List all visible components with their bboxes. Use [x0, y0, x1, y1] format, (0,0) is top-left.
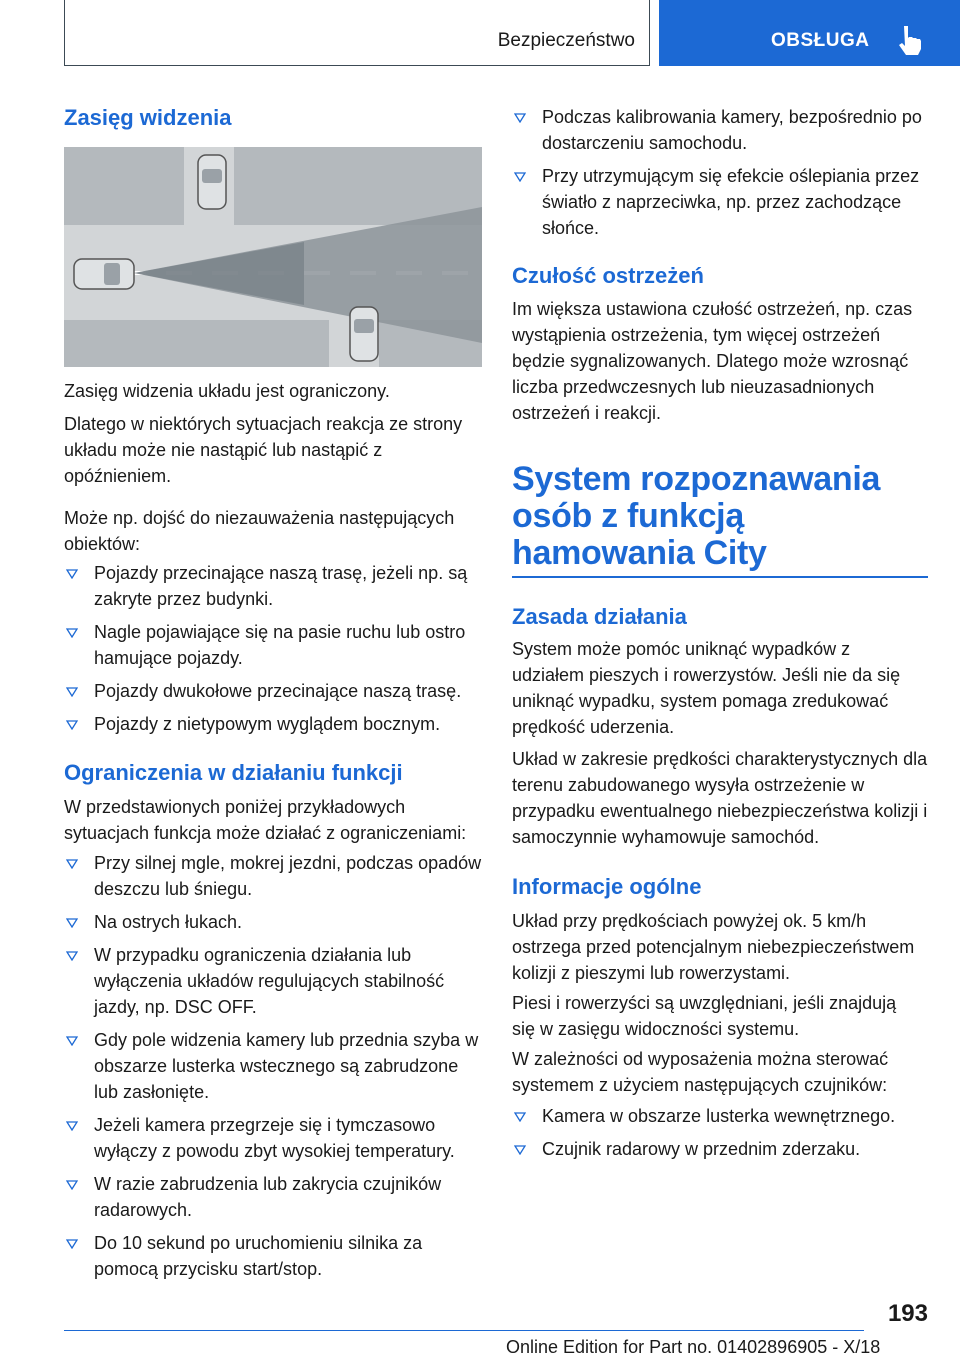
- list-item-text: Czujnik radarowy w przednim zderzaku.: [542, 1139, 861, 1159]
- list-item-text: Przy utrzymującym się efekcie oślepiania przez światło z naprzeciwka, np. przez zachodzące słońce.: [542, 166, 920, 238]
- list-item-text: W przypadku ograniczenia działania lub wyłączenia układów regulujących stabilność jazdy, np. DSC OFF.: [94, 945, 445, 1017]
- bullet-triangle-icon: [514, 1112, 526, 1122]
- heading-czulosc: Czułość ostrzeżeń: [512, 263, 704, 288]
- list-limitations-cont: [512, 104, 930, 241]
- section-title-city-brake: System rozpoznawania osób z funkcją hamowania City: [512, 460, 881, 572]
- list-item-text: Przy silnej mgle, mokrej jezdni, podczas opadów deszczu lub śniegu.: [94, 853, 482, 899]
- bullet-triangle-icon: [66, 1180, 78, 1190]
- paragraph-1: Dlatego w niektórych sytuacjach reakcja ze strony układu może nie nastąpić lub nastąpić z opóźnieniem.: [64, 414, 463, 486]
- heading-ograniczenia: Ograniczenia w działaniu funkcji: [64, 760, 403, 785]
- header-section-box: [64, 0, 650, 66]
- list-item: [64, 1171, 482, 1223]
- list-limitations-conditions: [64, 850, 482, 1282]
- field-of-view-illustration: [64, 147, 482, 367]
- paragraph-2: Może np. dojść do niezauważenia następujących obiektów:: [64, 508, 455, 554]
- bullet-triangle-icon: [66, 859, 78, 869]
- footer-edition: Online Edition for Part no. 01402896905 - X/18: [506, 1337, 881, 1357]
- list-item: [512, 1136, 930, 1162]
- list-item: [64, 1230, 482, 1282]
- list-item: [64, 942, 482, 1020]
- footer-divider: [64, 1330, 864, 1331]
- bullet-triangle-icon: [514, 172, 526, 182]
- bullet-triangle-icon: [66, 1121, 78, 1131]
- list-item-text: W razie zabrudzenia lub zakrycia czujników radarowych.: [94, 1174, 442, 1220]
- bullet-triangle-icon: [66, 569, 78, 579]
- header-tab-obsluga[interactable]: [659, 0, 960, 66]
- list-item-text: Do 10 sekund po uruchomieniu silnika za pomocą przycisku start/stop.: [94, 1233, 423, 1279]
- caption-text: Zasięg widzenia układu jest ograniczony.: [64, 381, 390, 401]
- paragraph-3: W przedstawionych poniżej przykładowych sytuacjach funkcja może działać z ograniczeniami:: [64, 797, 467, 843]
- bullet-triangle-icon: [66, 918, 78, 928]
- list-item: [64, 711, 482, 737]
- paragraph-7: Układ przy prędkościach powyżej ok. 5 km/h ostrzega przed potencjalnym niebezpieczeństwem kolizji z pieszymi lub rowerzystami.: [512, 911, 915, 983]
- list-item-text: Pojazdy dwukołowe przecinające naszą trasę.: [94, 681, 462, 701]
- list-item-text: Na ostrych łukach.: [94, 912, 243, 932]
- bullet-triangle-icon: [66, 951, 78, 961]
- list-item-text: Nagle pojawiające się na pasie ruchu lub ostro hamujące pojazdy.: [94, 622, 466, 668]
- bullet-triangle-icon: [66, 720, 78, 730]
- list-item: [64, 909, 482, 935]
- list-item: [64, 850, 482, 902]
- paragraph-4: Im większa ustawiona czułość ostrzeżeń, np. czas wystąpienia ostrzeżenia, tym więcej ostrzeżeń będzie sygnalizowanych. Dlatego może wzrosnąć liczba przedwczesnych lub nieuzasadnionych ostrzeżeń i reakcji.: [512, 299, 913, 423]
- list-item-text: Pojazdy z nietypowym wyglądem bocznym.: [94, 714, 441, 734]
- bullet-triangle-icon: [514, 113, 526, 123]
- paragraph-9: W zależności od wyposażenia można sterować systemem z użyciem następujących czujników:: [512, 1049, 889, 1095]
- paragraph-6: Układ w zakresie prędkości charakterystycznych dla terenu zabudowanego wysyła ostrzeżenie w przypadku ewentualnego niebezpieczeństwa kolizji i samoczynnie wyhamowuje samochód.: [512, 749, 928, 847]
- bullet-triangle-icon: [514, 1145, 526, 1155]
- list-item: [512, 1103, 930, 1129]
- paragraph-8: Piesi i rowerzyści są uwzględniani, jeśli znajdują się w zasięgu widoczności systemu.: [512, 993, 897, 1039]
- list-limitations-objects: [64, 560, 482, 737]
- bullet-triangle-icon: [66, 1239, 78, 1249]
- list-item: [64, 619, 482, 671]
- list-item-text: Podczas kalibrowania kamery, bezpośrednio po dostarczeniu samochodu.: [542, 107, 922, 153]
- list-item: [512, 104, 930, 156]
- header-section-title: Bezpieczeństwo: [497, 30, 635, 51]
- list-item-text: Gdy pole widzenia kamery lub przednia szyba w obszarze lusterka wstecznego są zabrudzone lub zasłonięte.: [94, 1030, 479, 1102]
- heading-zasieg-widzenia: Zasięg widzenia: [64, 105, 232, 130]
- section-title-underline: [512, 576, 928, 578]
- heading-informacje: Informacje ogólne: [512, 874, 702, 899]
- list-item: [64, 678, 482, 704]
- list-item: [512, 163, 930, 241]
- hand-pointer-icon: [895, 24, 925, 56]
- list-item: [64, 1112, 482, 1164]
- bullet-triangle-icon: [66, 687, 78, 697]
- illustration-svg: [64, 147, 482, 367]
- list-item: [64, 560, 482, 612]
- paragraph-5: System może pomóc uniknąć wypadków z udziałem pieszych i rowerzystów. Jeśli nie da się uniknąć wypadku, system pomaga zredukować prędkość uderzenia.: [512, 639, 901, 737]
- list-sensors: [512, 1103, 930, 1162]
- header-tab-label: OBSŁUGA: [771, 30, 870, 51]
- list-item-text: Pojazdy przecinające naszą trasę, jeżeli np. są zakryte przez budynki.: [94, 563, 468, 609]
- bullet-triangle-icon: [66, 628, 78, 638]
- heading-zasada: Zasada działania: [512, 604, 687, 629]
- list-item: [64, 1027, 482, 1105]
- page-number: 193: [887, 1300, 928, 1327]
- bullet-triangle-icon: [66, 1036, 78, 1046]
- list-item-text: Kamera w obszarze lusterka wewnętrznego.: [542, 1106, 896, 1126]
- list-item-text: Jeżeli kamera przegrzeje się i tymczasowo wyłączy z powodu zbyt wysokiej temperatury.: [94, 1115, 455, 1161]
